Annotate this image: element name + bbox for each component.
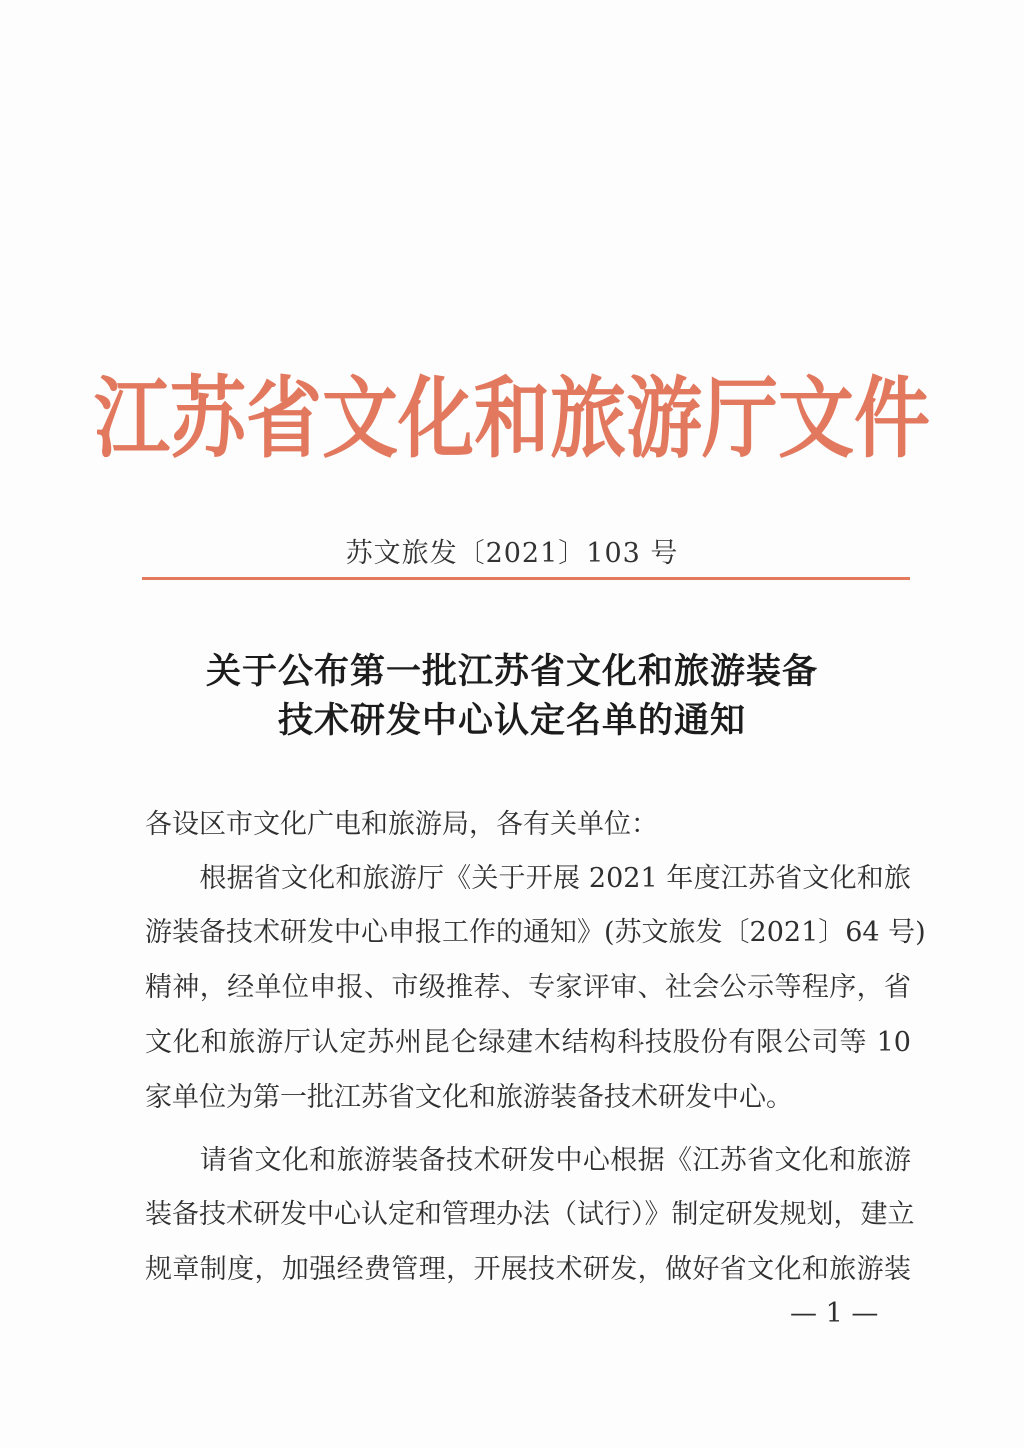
paragraph-2-line-3: 规章制度，加强经费管理，开展技术研发，做好省文化和旅游装 — [145, 1254, 911, 1285]
document-number: 苏文旅发〔2021〕103 号 — [345, 538, 679, 569]
notice-title-line-2: 技术研发中心认定名单的通知 — [277, 700, 746, 741]
salutation: 各设区市文化广电和旅游局，各有关单位： — [145, 809, 658, 840]
notice-title-line-1: 关于公布第一批江苏省文化和旅游装备 — [205, 651, 818, 692]
paragraph-2-line-1: 请省文化和旅游装备技术研发中心根据《江苏省文化和旅游 — [145, 1145, 911, 1176]
paragraph-1-line-5: 家单位为第一批江苏省文化和旅游装备技术研发中心。 — [145, 1082, 793, 1113]
document-header-title: 江苏省文化和旅游厅文件 — [94, 366, 930, 470]
paragraph-1-line-1: 根据省文化和旅游厅《关于开展 2021 年度江苏省文化和旅 — [145, 863, 911, 894]
paragraph-1-line-3: 精神，经单位申报、市级推荐、专家评审、社会公示等程序，省 — [145, 972, 911, 1003]
paragraph-1-line-2: 游装备技术研发中心申报工作的通知》(苏文旅发〔2021〕64 号) — [145, 917, 926, 948]
paragraph-1-line-4: 文化和旅游厅认定苏州昆仑绿建木结构科技股份有限公司等 10 — [145, 1027, 911, 1058]
page-number: — 1 — — [790, 1298, 879, 1329]
header-divider — [142, 577, 910, 580]
paragraph-2-line-2: 装备技术研发中心认定和管理办法（试行）》制定研发规划，建立 — [145, 1199, 915, 1230]
